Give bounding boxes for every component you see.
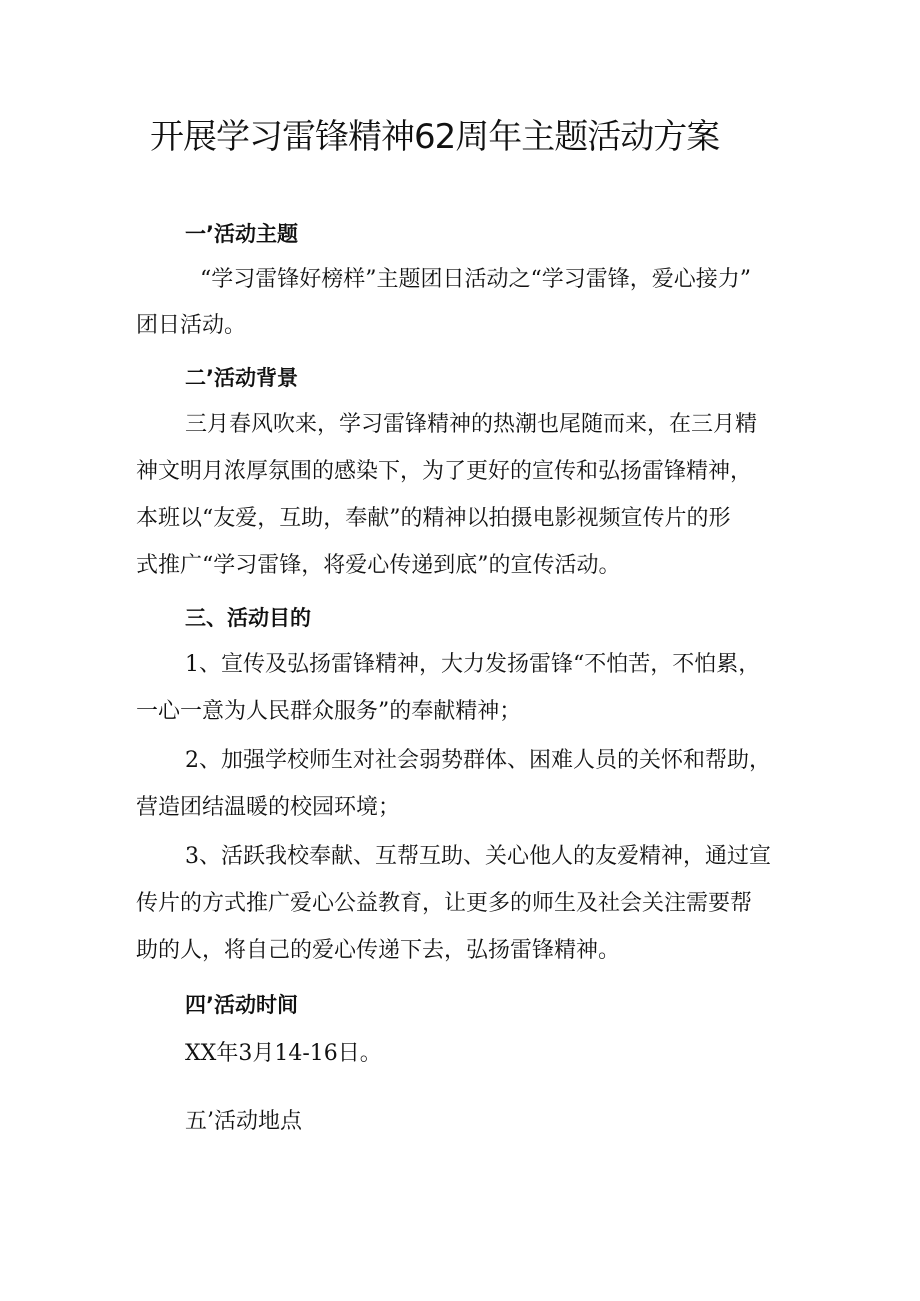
paragraph-line: “学习雷锋好榜样”主题团日活动之“学习雷锋，爱心接力” [200, 267, 751, 292]
document-title: 开展学习雷锋精神62周年主题活动方案 [150, 117, 720, 157]
paragraph-line: 团日活动。 [136, 313, 247, 338]
list-item-line: 营造团结温暖的校园环境； [136, 795, 401, 820]
section-heading-theme: 一’活动主题 [185, 222, 298, 246]
list-item-line: 传片的方式推广爱心公益教育，让更多的师生及社会关注需要帮 [136, 891, 753, 916]
list-item-line: 3、活跃我校奉献、互帮互助、关心他人的友爱精神，通过宣 [185, 844, 771, 869]
paragraph-line: 式推广“学习雷锋，将爱心传递到底”的宣传活动。 [136, 553, 621, 578]
paragraph-line: 神文明月浓厚氛围的感染下，为了更好的宣传和弘扬雷锋精神， [136, 459, 753, 484]
paragraph-line: 三月春风吹来，学习雷锋精神的热潮也尾随而来，在三月精 [185, 412, 758, 437]
list-item-line: 助的人，将自己的爱心传递下去，弘扬雷锋精神。 [136, 938, 621, 963]
section-heading-location: 五’活动地点 [185, 1109, 302, 1134]
section-heading-purpose: 三、活动目的 [185, 606, 311, 630]
paragraph-line: 本班以“友爱，互助，奉献”的精神以拍摄电影视频宣传片的形 [136, 506, 731, 531]
section-heading-time: 四’活动时间 [185, 993, 298, 1017]
list-item-line: 2、加强学校师生对社会弱势群体、困难人员的关怀和帮助， [185, 748, 771, 773]
list-item-line: 一心一意为人民群众服务”的奉献精神； [136, 699, 522, 724]
paragraph-line: XX年3月14-16日。 [185, 1041, 382, 1066]
section-heading-background: 二’活动背景 [185, 366, 298, 390]
list-item-line: 1、宣传及弘扬雷锋精神，大力发扬雷锋“不怕苦，不怕累， [185, 652, 761, 677]
